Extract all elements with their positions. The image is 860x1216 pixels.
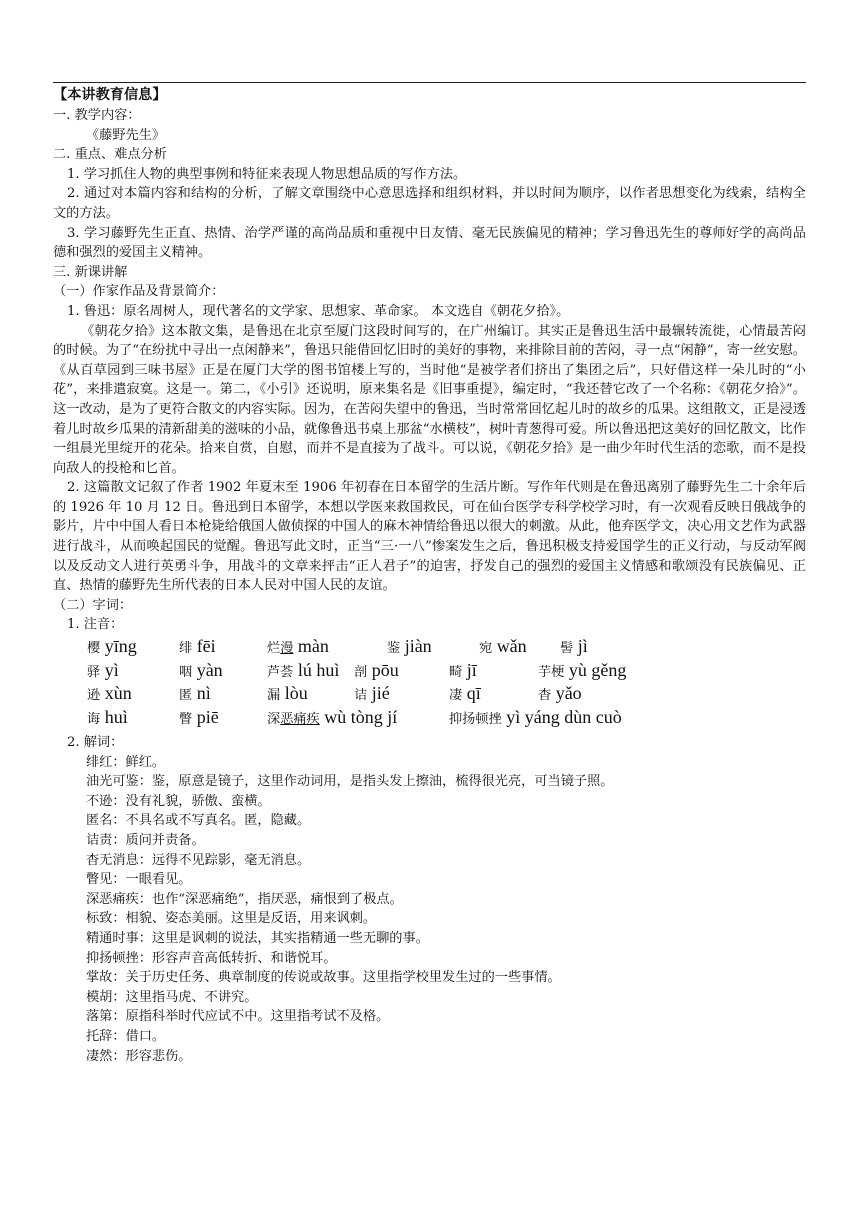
pronunciation-word: 烂漫 — [267, 641, 294, 657]
pronunciation-item — [87, 684, 132, 706]
pronunciation-pinyin: piē — [192, 706, 219, 727]
pronunciation-title: 1. 注音： — [67, 617, 124, 633]
pronunciation-pinyin: jiàn — [400, 636, 432, 657]
pronunciation-word: 芦荟 — [267, 664, 294, 680]
pronunciation-item — [267, 661, 339, 683]
pronunciation-word: 芋梗 — [538, 664, 565, 680]
pronunciation-word: 杳 — [538, 688, 552, 704]
pronunciation-item — [179, 708, 219, 730]
pronunciation-word: 绯 — [179, 641, 193, 657]
pronunciation-word: 深恶痛疾 — [267, 711, 320, 727]
glossary-item: 标致：相貌、姿态美丽。这里是反语，用来讽刺。 — [86, 911, 377, 927]
glossary-item: 落第：原指科举时代应试不中。这里指考试不及格。 — [86, 1009, 390, 1025]
pronunciation-item — [560, 637, 588, 659]
glossary-item: 匿名：不具名或不写真名。匿，隐藏。 — [86, 813, 311, 829]
pronunciation-item — [538, 661, 626, 683]
pronunciation-pinyin: màn — [293, 636, 329, 657]
pronunciation-row — [87, 708, 806, 732]
glossary-item: 瞥见：一眼看见。 — [86, 872, 192, 888]
subsection-title-vocabulary: （二）字词： — [53, 597, 133, 613]
pronunciation-item — [354, 684, 390, 706]
glossary-item: 不逊：没有礼貌，骄傲、蛮横。 — [86, 793, 271, 809]
pronunciation-item — [538, 684, 582, 706]
pronunciation-item — [479, 637, 527, 659]
pronunciation-pinyin: yì yáng dùn cuò — [501, 706, 622, 727]
glossary-item: 杳无消息：远得不见踪影，毫无消息。 — [86, 852, 311, 868]
pronunciation-item — [267, 684, 308, 706]
pronunciation-pinyin: jī — [462, 659, 477, 680]
subsection-title-author: （一）作家作品及背景简介： — [53, 284, 225, 300]
section-title-content: 一. 教学内容： — [53, 108, 141, 123]
paragraph-background: 2. 这篇散文记叙了作者 1902 年夏末至 1906 年初春在日本留学的生活片断。写作年代则是在鲁迅离别了藤野先生二十余年后的 1926 年 10 月 12 日。鲁迅到日本留学，本想以学医来救国救民，可在仙台医学专科学校学习时，有一次观看反映日俄战争的影片，片中中国人看日本枪毙给俄国人做侦探的中国人的麻木神情给鲁迅以很大的刺激。从此，他弃医学文，决心用文艺作为武器进行战斗，从而唤起国民的觉醒。鲁迅写此文时，正当“三·一八”惨案发生之后，鲁迅积极支持爱国学生的正义行动，与反动军阀以及反动文人进行英勇斗争，用战斗的文章来抨击“正人君子”的迫害，抒发自己的强烈的爱国主义情感和歌颂没有民族偏见、正直、热情的藤野先生所代表的日本人民对中国人民的友谊。 — [53, 480, 806, 594]
top-rule — [53, 82, 806, 83]
pronunciation-item — [179, 684, 211, 706]
pronunciation-word: 诘 — [354, 688, 368, 704]
pronunciation-item — [179, 661, 223, 683]
pronunciation-pinyin: yù gěng — [564, 659, 627, 680]
pronunciation-pinyin: jì — [573, 636, 588, 657]
pronunciation-pinyin: nì — [192, 683, 211, 704]
pronunciation-pinyin: yīng — [100, 636, 137, 657]
key-point-3: 3. 学习藤野先生正直、热情、治学严谨的高尚品质和重视中日友情、毫无民族偏见的精神；学习鲁迅先生的尊师好学的高尚品德和强烈的爱国主义精神。 — [53, 225, 806, 261]
pronunciation-word: 逊 — [87, 688, 101, 704]
pronunciation-word: 剖 — [354, 664, 368, 680]
section-title-lecture: 三. 新课讲解 — [53, 264, 128, 280]
pronunciation-item — [354, 661, 399, 683]
document-content — [53, 85, 806, 1066]
pronunciation-pinyin: wǎn — [492, 636, 527, 657]
pronunciation-row — [87, 684, 806, 708]
pronunciation-pinyin: huì — [100, 706, 128, 727]
pronunciation-pinyin: yì — [100, 659, 119, 680]
pronunciation-word: 宛 — [479, 641, 493, 657]
glossary-list — [53, 753, 806, 1067]
pronunciation-word: 漏 — [267, 688, 281, 704]
pronunciation-pinyin: lòu — [280, 683, 308, 704]
glossary-item: 托辞：借口。 — [86, 1028, 166, 1044]
pronunciation-pinyin: yǎo — [551, 683, 582, 704]
section-title-key-points: 二. 重点、难点分析 — [53, 147, 167, 163]
glossary-title: 2. 解词： — [67, 735, 124, 751]
pronunciation-pinyin: qī — [462, 683, 481, 704]
glossary-item: 掌故：关于历史任务、典章制度的传说或故事。这里指学校里发生过的一些事情。 — [86, 970, 561, 986]
pronunciation-row — [87, 661, 806, 685]
pronunciation-pinyin: wù tòng jí — [319, 706, 398, 727]
glossary-item: 模胡：这里指马虎、不讲究。 — [86, 989, 258, 1005]
glossary-item: 抑扬顿挫：形容声音高低转折、和谐悦耳。 — [86, 950, 337, 966]
pronunciation-item — [179, 637, 216, 659]
pronunciation-item — [449, 661, 477, 683]
lesson-title: 《藤野先生》 — [86, 127, 166, 143]
pronunciation-item — [87, 708, 128, 730]
pronunciation-word: 抑扬顿挫 — [449, 711, 502, 727]
glossary-item: 凄然：形容悲伤。 — [86, 1048, 192, 1064]
pronunciation-word: 驿 — [87, 664, 101, 680]
pronunciation-pinyin: fēi — [192, 636, 216, 657]
pronunciation-pinyin: lú huì — [293, 659, 340, 680]
pronunciation-word: 髻 — [560, 641, 574, 657]
key-point-1: 1. 学习抓住人物的典型事例和特征来表现人物思想品质的写作方法。 — [67, 166, 467, 182]
pronunciation-pinyin: yàn — [192, 659, 223, 680]
pronunciation-item — [87, 661, 119, 683]
pronunciation-item — [449, 684, 481, 706]
pronunciation-word: 鉴 — [387, 641, 401, 657]
author-intro: 1. 鲁迅：原名周树人，现代著名的文学家、思想家、革命家。 本文选自《朝花夕拾》。 — [67, 303, 570, 319]
glossary-item: 诘责：质问并责备。 — [86, 833, 205, 848]
pronunciation-word: 樱 — [87, 641, 101, 657]
pronunciation-word: 匿 — [179, 688, 193, 704]
pronunciation-pinyin: xùn — [100, 683, 132, 704]
glossary-item: 油光可鉴：鉴，原意是镜子，这里作动词用，是指头发上擦油，梳得很光亮，可当镜子照。 — [86, 774, 614, 790]
pronunciation-pinyin: pōu — [367, 659, 399, 680]
glossary-item: 深恶痛疾：也作“深恶痛绝”，指厌恶，痛恨到了极点。 — [86, 891, 403, 907]
glossary-item: 绯红：鲜红。 — [86, 754, 166, 770]
pronunciation-word: 凄 — [449, 688, 463, 704]
lesson-header: 【本讲教育信息】 — [53, 87, 167, 103]
pronunciation-item — [87, 637, 137, 659]
pronunciation-word: 诲 — [87, 711, 101, 727]
paragraph-zhaohua-xishi: 《朝花夕拾》这本散文集，是鲁迅在北京至厦门这段时间写的，在广州编订。其实正是鲁迅生活中最辗转流徙，心情最苦闷的时候。为了“在纷扰中寻出一点闲静来”，鲁迅只能借回忆旧时的美好的事物，来排除目前的苦闷，寻一点“闲静”，寄一丝安慰。《从百草园到三味书屋》正是在厦门大学的图书馆楼上写的，当时他“是被学者们挤出了集团之后”，只好借这样一朵儿时的“小花”，来排遣寂寞。这是一。第二，《小引》还说明，原来集名是《旧事重提》，编定时，“我还替它改了一个名称：《朝花夕拾》”。这一改动，是为了更符合散文的内容实际。因为，在苦闷失望中的鲁迅，当时常常回忆起儿时的故乡的瓜果。这组散文，正是浸透着儿时故乡瓜果的清新甜美的滋味的小品，就像鲁迅书桌上那盆“水横枝”，树叶青葱得可爱。所以鲁迅把这美好的回忆散文，比作一组晨光里绽开的花朵。拾来自赏，自慰，而并不是直接为了战斗。可以说，《朝花夕拾》是一曲少年时代生活的恋歌，而不是投向敌人的投枪和匕首。 — [53, 323, 806, 476]
pronunciation-item — [267, 708, 397, 730]
pronunciation-item — [387, 637, 432, 659]
pronunciation-grid — [87, 637, 806, 731]
pronunciation-pinyin: jié — [367, 683, 390, 704]
pronunciation-item — [267, 637, 329, 659]
glossary-item: 精通时事：这里是讽刺的说法，其实指精通一些无聊的事。 — [86, 930, 429, 946]
pronunciation-word: 咽 — [179, 664, 193, 680]
key-point-2: 2. 通过对本篇内容和结构的分析，了解文章围绕中心意思选择和组织材料，并以时间为顺序，以作者思想变化为线索，结构全文的方法。 — [53, 186, 806, 221]
pronunciation-item — [449, 708, 622, 730]
pronunciation-row — [87, 637, 806, 661]
pronunciation-word: 畸 — [449, 664, 463, 680]
pronunciation-word: 瞥 — [179, 711, 193, 727]
